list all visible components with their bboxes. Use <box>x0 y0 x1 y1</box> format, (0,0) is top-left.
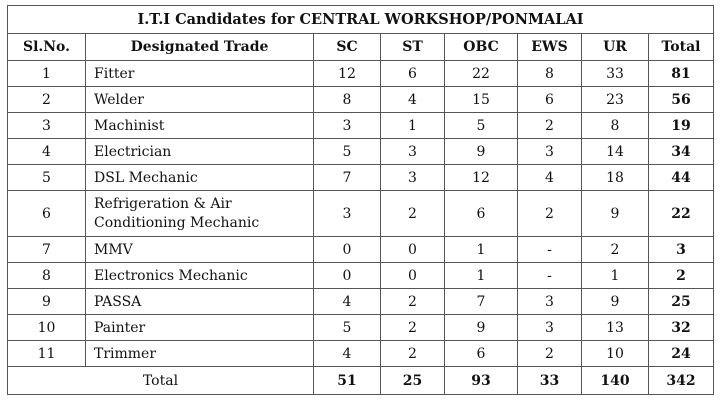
totals-grand: 342 <box>649 367 714 395</box>
cell-ur: 9 <box>582 191 649 237</box>
cell-slno: 2 <box>8 87 86 113</box>
cell-ews: 3 <box>518 139 582 165</box>
cell-sc: 4 <box>314 289 381 315</box>
cell-ur: 33 <box>582 61 649 87</box>
cell-st: 6 <box>381 61 445 87</box>
cell-trade: Machinist <box>86 113 314 139</box>
cell-total: 34 <box>649 139 714 165</box>
header-obc: OBC <box>445 34 518 61</box>
cell-ews: 2 <box>518 191 582 237</box>
cell-slno: 4 <box>8 139 86 165</box>
table-title: I.T.I Candidates for CENTRAL WORKSHOP/PONMALAI <box>7 5 714 33</box>
cell-slno: 1 <box>8 61 86 87</box>
cell-total: 22 <box>649 191 714 237</box>
cell-total: 25 <box>649 289 714 315</box>
cell-total: 81 <box>649 61 714 87</box>
cell-sc: 12 <box>314 61 381 87</box>
cell-trade: MMV <box>86 237 314 263</box>
cell-trade: Electrician <box>86 139 314 165</box>
cell-obc: 15 <box>445 87 518 113</box>
cell-trade: Welder <box>86 87 314 113</box>
cell-st: 0 <box>381 263 445 289</box>
cell-ur: 18 <box>582 165 649 191</box>
cell-ews: 3 <box>518 315 582 341</box>
table-row <box>8 165 714 191</box>
cell-trade <box>86 191 314 237</box>
cell-ur: 9 <box>582 289 649 315</box>
cell-slno: 5 <box>8 165 86 191</box>
header-sc: SC <box>314 34 381 61</box>
table-row <box>8 341 714 367</box>
cell-trade: Fitter <box>86 61 314 87</box>
cell-sc: 3 <box>314 113 381 139</box>
cell-slno: 3 <box>8 113 86 139</box>
cell-trade: PASSA <box>86 289 314 315</box>
cell-trade: Painter <box>86 315 314 341</box>
cell-st: 3 <box>381 165 445 191</box>
cell-trade-line1: Refrigeration & Air <box>94 195 232 212</box>
cell-total: 2 <box>649 263 714 289</box>
cell-sc: 4 <box>314 341 381 367</box>
header-row <box>8 34 714 61</box>
cell-slno: 8 <box>8 263 86 289</box>
table-row <box>8 87 714 113</box>
totals-st: 25 <box>381 367 445 395</box>
cell-ur: 2 <box>582 237 649 263</box>
cell-ews: 3 <box>518 289 582 315</box>
cell-trade: Electronics Mechanic <box>86 263 314 289</box>
header-total: Total <box>649 34 714 61</box>
cell-sc: 7 <box>314 165 381 191</box>
header-trade: Designated Trade <box>86 34 314 61</box>
cell-slno: 11 <box>8 341 86 367</box>
cell-st: 2 <box>381 315 445 341</box>
totals-ur: 140 <box>582 367 649 395</box>
cell-obc: 12 <box>445 165 518 191</box>
totals-obc: 93 <box>445 367 518 395</box>
table-row <box>8 315 714 341</box>
cell-ur: 14 <box>582 139 649 165</box>
cell-ews: - <box>518 237 582 263</box>
cell-slno: 10 <box>8 315 86 341</box>
cell-obc: 9 <box>445 315 518 341</box>
cell-total: 3 <box>649 237 714 263</box>
totals-sc: 51 <box>314 367 381 395</box>
cell-sc: 0 <box>314 263 381 289</box>
cell-total: 19 <box>649 113 714 139</box>
cell-obc: 1 <box>445 237 518 263</box>
cell-obc: 6 <box>445 341 518 367</box>
totals-ews: 33 <box>518 367 582 395</box>
totals-label: Total <box>8 367 314 395</box>
header-slno: Sl.No. <box>8 34 86 61</box>
cell-sc: 0 <box>314 237 381 263</box>
cell-st: 4 <box>381 87 445 113</box>
cell-trade: DSL Mechanic <box>86 165 314 191</box>
header-ur: UR <box>582 34 649 61</box>
cell-ur: 8 <box>582 113 649 139</box>
table-row <box>8 61 714 87</box>
cell-obc: 22 <box>445 61 518 87</box>
cell-st: 3 <box>381 139 445 165</box>
candidates-table <box>7 5 714 395</box>
cell-obc: 7 <box>445 289 518 315</box>
table-row <box>8 139 714 165</box>
cell-st: 2 <box>381 191 445 237</box>
table-row <box>8 289 714 315</box>
table-row <box>8 237 714 263</box>
cell-trade: Trimmer <box>86 341 314 367</box>
cell-slno: 6 <box>8 191 86 237</box>
cell-ur: 13 <box>582 315 649 341</box>
table-row <box>8 113 714 139</box>
cell-st: 2 <box>381 341 445 367</box>
header-st: ST <box>381 34 445 61</box>
header-ews: EWS <box>518 34 582 61</box>
cell-total: 56 <box>649 87 714 113</box>
table-row <box>8 191 714 237</box>
cell-obc: 5 <box>445 113 518 139</box>
cell-total: 44 <box>649 165 714 191</box>
cell-slno: 9 <box>8 289 86 315</box>
cell-ews: 8 <box>518 61 582 87</box>
cell-ews: 2 <box>518 341 582 367</box>
cell-st: 0 <box>381 237 445 263</box>
cell-ur: 23 <box>582 87 649 113</box>
cell-sc: 8 <box>314 87 381 113</box>
cell-sc: 3 <box>314 191 381 237</box>
cell-sc: 5 <box>314 139 381 165</box>
cell-ews: - <box>518 263 582 289</box>
cell-ews: 6 <box>518 87 582 113</box>
table-row <box>8 263 714 289</box>
cell-ews: 4 <box>518 165 582 191</box>
cell-total: 24 <box>649 341 714 367</box>
cell-slno: 7 <box>8 237 86 263</box>
cell-total: 32 <box>649 315 714 341</box>
cell-obc: 6 <box>445 191 518 237</box>
cell-ur: 1 <box>582 263 649 289</box>
cell-trade-line2: Conditioning Mechanic <box>94 214 260 231</box>
cell-ews: 2 <box>518 113 582 139</box>
document-sheet <box>7 5 713 395</box>
cell-sc: 5 <box>314 315 381 341</box>
cell-ur: 10 <box>582 341 649 367</box>
cell-obc: 1 <box>445 263 518 289</box>
cell-st: 1 <box>381 113 445 139</box>
cell-obc: 9 <box>445 139 518 165</box>
totals-row <box>8 367 714 395</box>
cell-st: 2 <box>381 289 445 315</box>
